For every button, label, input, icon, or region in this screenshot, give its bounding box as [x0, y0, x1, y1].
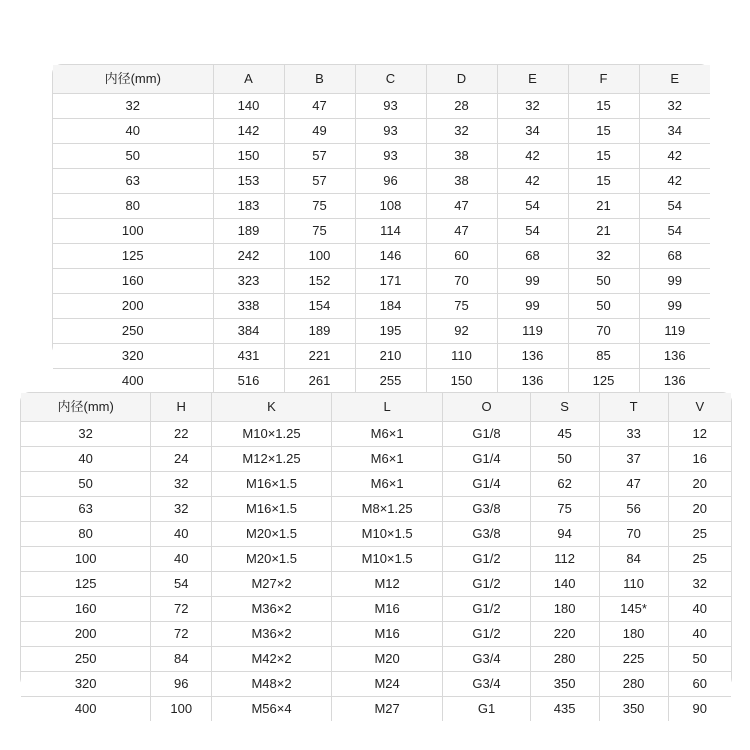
cell-d: 92 — [426, 319, 497, 344]
cell-f: 15 — [568, 119, 639, 144]
table-row — [53, 294, 710, 319]
cell-a: 150 — [213, 144, 284, 169]
cell-v: 12 — [668, 422, 731, 447]
cell-f: 21 — [568, 219, 639, 244]
table-row — [53, 269, 710, 294]
cell-a: 183 — [213, 194, 284, 219]
cell-bore: 80 — [53, 194, 213, 219]
table-row — [21, 622, 731, 647]
cell-bore: 250 — [21, 647, 151, 672]
cell-b: 221 — [284, 344, 355, 369]
cell-h: 40 — [151, 547, 212, 572]
cell-l: M6×1 — [331, 472, 443, 497]
cell-d: 70 — [426, 269, 497, 294]
cell-c: 210 — [355, 344, 426, 369]
column-header-o: O — [443, 393, 530, 422]
cell-h: 72 — [151, 622, 212, 647]
cell-f: 21 — [568, 194, 639, 219]
cell-e2: 68 — [639, 244, 710, 269]
cell-a: 189 — [213, 219, 284, 244]
table-row — [53, 194, 710, 219]
column-header-d: D — [426, 65, 497, 94]
column-header-a: A — [213, 65, 284, 94]
cell-f: 50 — [568, 294, 639, 319]
cell-a: 153 — [213, 169, 284, 194]
cell-b: 49 — [284, 119, 355, 144]
table-row — [53, 169, 710, 194]
cell-k: M10×1.25 — [212, 422, 332, 447]
cell-d: 28 — [426, 94, 497, 119]
table-body — [53, 94, 710, 394]
cell-e2: 99 — [639, 269, 710, 294]
table-row — [21, 497, 731, 522]
cell-a: 242 — [213, 244, 284, 269]
thread-table — [21, 393, 731, 721]
cell-b: 154 — [284, 294, 355, 319]
cell-bore: 50 — [21, 472, 151, 497]
cell-bore: 125 — [21, 572, 151, 597]
cell-v: 40 — [668, 597, 731, 622]
cell-c: 195 — [355, 319, 426, 344]
cell-d: 60 — [426, 244, 497, 269]
cell-e2: 32 — [639, 94, 710, 119]
cell-bore: 100 — [53, 219, 213, 244]
cell-o: G3/8 — [443, 497, 530, 522]
cell-k: M27×2 — [212, 572, 332, 597]
cell-e: 99 — [497, 269, 568, 294]
cell-k: M42×2 — [212, 647, 332, 672]
column-header-k: K — [212, 393, 332, 422]
cell-t: 350 — [599, 697, 668, 722]
cell-o: G3/4 — [443, 647, 530, 672]
cell-f: 50 — [568, 269, 639, 294]
cell-e2: 42 — [639, 169, 710, 194]
cell-h: 84 — [151, 647, 212, 672]
cell-h: 72 — [151, 597, 212, 622]
cell-t: 70 — [599, 522, 668, 547]
cell-bore: 160 — [21, 597, 151, 622]
cell-v: 90 — [668, 697, 731, 722]
column-header-bore: 内径(mm) — [53, 65, 213, 94]
cell-s: 280 — [530, 647, 599, 672]
cell-b: 47 — [284, 94, 355, 119]
cell-t: 37 — [599, 447, 668, 472]
table-row — [21, 697, 731, 722]
column-header-s: S — [530, 393, 599, 422]
cell-o: G3/8 — [443, 522, 530, 547]
cell-e: 32 — [497, 94, 568, 119]
header-row — [21, 393, 731, 422]
cell-d: 38 — [426, 144, 497, 169]
cell-v: 25 — [668, 547, 731, 572]
cell-l: M20 — [331, 647, 443, 672]
cell-bore: 63 — [21, 497, 151, 522]
cell-e2: 136 — [639, 344, 710, 369]
cell-d: 150 — [426, 369, 497, 394]
table-row — [21, 472, 731, 497]
cell-e: 42 — [497, 169, 568, 194]
column-header-v: V — [668, 393, 731, 422]
table-body — [21, 422, 731, 722]
cell-d: 32 — [426, 119, 497, 144]
cell-bore: 250 — [53, 319, 213, 344]
cell-c: 108 — [355, 194, 426, 219]
cell-l: M10×1.5 — [331, 547, 443, 572]
cell-c: 171 — [355, 269, 426, 294]
dimension-table — [53, 65, 710, 393]
cell-o: G1/2 — [443, 622, 530, 647]
cell-t: 145* — [599, 597, 668, 622]
cell-k: M36×2 — [212, 597, 332, 622]
cell-o: G1/2 — [443, 547, 530, 572]
cell-t: 84 — [599, 547, 668, 572]
cell-h: 40 — [151, 522, 212, 547]
cell-d: 110 — [426, 344, 497, 369]
cell-a: 338 — [213, 294, 284, 319]
cell-o: G1/2 — [443, 597, 530, 622]
column-header-bore: 内径(mm) — [21, 393, 151, 422]
cell-t: 180 — [599, 622, 668, 647]
cell-b: 189 — [284, 319, 355, 344]
cell-e: 119 — [497, 319, 568, 344]
cell-f: 125 — [568, 369, 639, 394]
cell-e2: 99 — [639, 294, 710, 319]
cell-h: 24 — [151, 447, 212, 472]
cell-bore: 320 — [21, 672, 151, 697]
cell-d: 47 — [426, 194, 497, 219]
cell-f: 70 — [568, 319, 639, 344]
cell-e: 99 — [497, 294, 568, 319]
cell-e2: 54 — [639, 194, 710, 219]
cell-c: 93 — [355, 119, 426, 144]
cell-f: 32 — [568, 244, 639, 269]
cell-bore: 40 — [53, 119, 213, 144]
cell-s: 62 — [530, 472, 599, 497]
cell-l: M6×1 — [331, 447, 443, 472]
column-header-c: C — [355, 65, 426, 94]
table-row — [53, 319, 710, 344]
cell-bore: 40 — [21, 447, 151, 472]
cell-k: M16×1.5 — [212, 472, 332, 497]
cell-s: 220 — [530, 622, 599, 647]
cell-s: 94 — [530, 522, 599, 547]
cell-s: 350 — [530, 672, 599, 697]
cell-t: 280 — [599, 672, 668, 697]
cell-c: 184 — [355, 294, 426, 319]
header-row — [53, 65, 710, 94]
cell-c: 255 — [355, 369, 426, 394]
cell-e: 34 — [497, 119, 568, 144]
cell-bore: 320 — [53, 344, 213, 369]
cell-b: 57 — [284, 144, 355, 169]
cell-o: G1 — [443, 697, 530, 722]
table-row — [21, 547, 731, 572]
column-header-e: E — [497, 65, 568, 94]
cell-e2: 54 — [639, 219, 710, 244]
table-row — [21, 672, 731, 697]
cell-bore: 50 — [53, 144, 213, 169]
dimension-table-container — [52, 64, 710, 388]
cell-bore: 400 — [21, 697, 151, 722]
cell-e: 54 — [497, 194, 568, 219]
cell-o: G3/4 — [443, 672, 530, 697]
cell-k: M56×4 — [212, 697, 332, 722]
cell-s: 50 — [530, 447, 599, 472]
cell-b: 261 — [284, 369, 355, 394]
cell-bore: 125 — [53, 244, 213, 269]
cell-l: M16 — [331, 597, 443, 622]
column-header-h: H — [151, 393, 212, 422]
cell-k: M36×2 — [212, 622, 332, 647]
cell-h: 32 — [151, 497, 212, 522]
cell-e: 54 — [497, 219, 568, 244]
cell-bore: 200 — [53, 294, 213, 319]
thread-table-container — [20, 392, 732, 716]
cell-o: G1/8 — [443, 422, 530, 447]
cell-s: 75 — [530, 497, 599, 522]
column-header-f: F — [568, 65, 639, 94]
cell-s: 435 — [530, 697, 599, 722]
table-row — [53, 369, 710, 394]
cell-a: 142 — [213, 119, 284, 144]
cell-v: 60 — [668, 672, 731, 697]
cell-l: M10×1.5 — [331, 522, 443, 547]
cell-f: 15 — [568, 144, 639, 169]
cell-e: 42 — [497, 144, 568, 169]
cell-h: 54 — [151, 572, 212, 597]
cell-k: M20×1.5 — [212, 522, 332, 547]
table-row — [53, 344, 710, 369]
cell-e: 68 — [497, 244, 568, 269]
cell-v: 20 — [668, 472, 731, 497]
cell-e: 136 — [497, 344, 568, 369]
cell-b: 100 — [284, 244, 355, 269]
cell-t: 47 — [599, 472, 668, 497]
cell-e: 136 — [497, 369, 568, 394]
cell-o: G1/4 — [443, 472, 530, 497]
cell-h: 22 — [151, 422, 212, 447]
cell-c: 146 — [355, 244, 426, 269]
cell-d: 38 — [426, 169, 497, 194]
cell-c: 93 — [355, 94, 426, 119]
cell-t: 110 — [599, 572, 668, 597]
cell-s: 45 — [530, 422, 599, 447]
cell-k: M20×1.5 — [212, 547, 332, 572]
cell-k: M16×1.5 — [212, 497, 332, 522]
cell-v: 32 — [668, 572, 731, 597]
table-header — [21, 393, 731, 422]
column-header-t: T — [599, 393, 668, 422]
table-row — [53, 144, 710, 169]
cell-d: 75 — [426, 294, 497, 319]
column-header-l: L — [331, 393, 443, 422]
cell-v: 50 — [668, 647, 731, 672]
table-row — [21, 572, 731, 597]
cell-bore: 400 — [53, 369, 213, 394]
cell-o: G1/4 — [443, 447, 530, 472]
column-header-b: B — [284, 65, 355, 94]
table-row — [21, 647, 731, 672]
column-header-e2: E — [639, 65, 710, 94]
cell-bore: 200 — [21, 622, 151, 647]
cell-bore: 100 — [21, 547, 151, 572]
cell-b: 152 — [284, 269, 355, 294]
cell-bore: 32 — [53, 94, 213, 119]
cell-f: 15 — [568, 169, 639, 194]
cell-bore: 80 — [21, 522, 151, 547]
cell-l: M6×1 — [331, 422, 443, 447]
cell-v: 16 — [668, 447, 731, 472]
table-row — [53, 219, 710, 244]
cell-e2: 42 — [639, 144, 710, 169]
cell-c: 96 — [355, 169, 426, 194]
table-row — [21, 447, 731, 472]
cell-b: 75 — [284, 194, 355, 219]
cell-bore: 160 — [53, 269, 213, 294]
cell-t: 33 — [599, 422, 668, 447]
cell-k: M48×2 — [212, 672, 332, 697]
table-row — [53, 94, 710, 119]
table-header — [53, 65, 710, 94]
cell-v: 40 — [668, 622, 731, 647]
table-row — [21, 597, 731, 622]
cell-l: M24 — [331, 672, 443, 697]
cell-c: 93 — [355, 144, 426, 169]
cell-v: 20 — [668, 497, 731, 522]
cell-b: 75 — [284, 219, 355, 244]
cell-s: 140 — [530, 572, 599, 597]
cell-d: 47 — [426, 219, 497, 244]
cell-l: M27 — [331, 697, 443, 722]
cell-s: 112 — [530, 547, 599, 572]
cell-l: M12 — [331, 572, 443, 597]
table-row — [21, 422, 731, 447]
cell-bore: 32 — [21, 422, 151, 447]
cell-h: 96 — [151, 672, 212, 697]
cell-l: M8×1.25 — [331, 497, 443, 522]
cell-k: M12×1.25 — [212, 447, 332, 472]
cell-a: 516 — [213, 369, 284, 394]
cell-h: 32 — [151, 472, 212, 497]
cell-s: 180 — [530, 597, 599, 622]
cell-f: 85 — [568, 344, 639, 369]
cell-a: 323 — [213, 269, 284, 294]
cell-a: 431 — [213, 344, 284, 369]
cell-e2: 34 — [639, 119, 710, 144]
table-row — [21, 522, 731, 547]
table-row — [53, 119, 710, 144]
cell-c: 114 — [355, 219, 426, 244]
cell-t: 56 — [599, 497, 668, 522]
cell-f: 15 — [568, 94, 639, 119]
table-row — [53, 244, 710, 269]
cell-a: 384 — [213, 319, 284, 344]
cell-l: M16 — [331, 622, 443, 647]
cell-bore: 63 — [53, 169, 213, 194]
cell-b: 57 — [284, 169, 355, 194]
cell-a: 140 — [213, 94, 284, 119]
cell-v: 25 — [668, 522, 731, 547]
cell-h: 100 — [151, 697, 212, 722]
cell-o: G1/2 — [443, 572, 530, 597]
cell-t: 225 — [599, 647, 668, 672]
cell-e2: 119 — [639, 319, 710, 344]
cell-e2: 136 — [639, 369, 710, 394]
